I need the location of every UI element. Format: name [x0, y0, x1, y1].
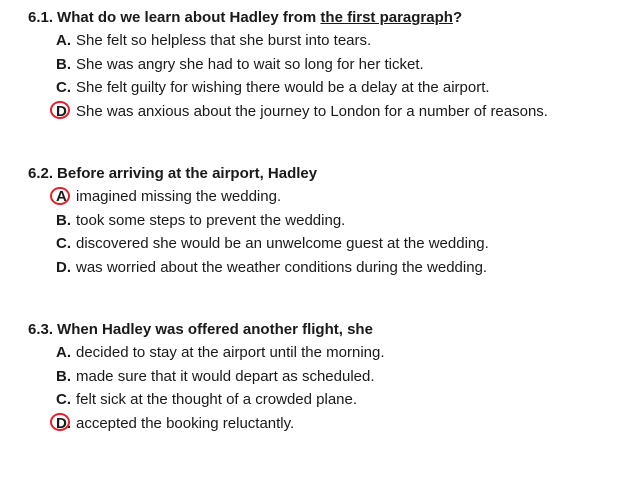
option-text: She felt so helpless that she burst into tears. [76, 32, 372, 49]
option-text: discovered she would be an unwelcome guest at the wedding. [76, 235, 489, 252]
option-text: was worried about the weather conditions during the wedding. [76, 258, 488, 276]
option-b[interactable] [56, 365, 628, 389]
option-d-selected[interactable] [56, 412, 628, 436]
option-letter: B. [56, 367, 71, 385]
option-letter: C. [56, 79, 71, 96]
option-text: She was anxious about the journey to London for a number of reasons. [76, 102, 548, 120]
option-c[interactable] [56, 76, 628, 100]
option-text: She felt guilty for wishing there would be a delay at the airport. [76, 79, 490, 96]
option-letter: C. [56, 235, 71, 252]
option-letter: C. [56, 391, 71, 408]
question-6-1 [28, 7, 628, 123]
question-title [28, 7, 628, 29]
question-title [28, 319, 628, 341]
option-text: imagined missing the wedding. [76, 188, 282, 205]
option-list [56, 29, 628, 123]
option-b[interactable] [56, 53, 628, 77]
option-text: decided to stay at the airport until the morning. [76, 344, 385, 361]
question-6-2 [28, 163, 628, 279]
question-stem-end: ? [452, 9, 463, 26]
question-title [28, 163, 628, 185]
option-a-selected[interactable] [56, 185, 628, 209]
option-letter: B. [56, 211, 71, 229]
question-6-3 [28, 319, 628, 435]
question-stem: When Hadley was offered another flight, she [57, 321, 373, 338]
option-d[interactable] [56, 256, 628, 280]
option-d-selected[interactable] [56, 100, 628, 124]
option-c[interactable] [56, 388, 628, 412]
option-letter-circled: D [56, 100, 76, 124]
option-a[interactable] [56, 341, 628, 365]
option-text: made sure that it would depart as scheduled. [76, 367, 375, 385]
option-letter: A. [56, 32, 71, 49]
option-text: She was angry she had to wait so long for her ticket. [76, 55, 424, 73]
option-text: took some steps to prevent the wedding. [76, 211, 346, 229]
question-number: 6.1. [28, 9, 54, 26]
option-letter: B. [56, 55, 71, 73]
option-list [56, 185, 628, 279]
option-letter-circled: A [56, 185, 76, 209]
option-letter: D. [56, 258, 71, 276]
question-stem-underlined: the first paragraph [320, 9, 453, 26]
question-stem: What do we learn about Hadley from [57, 9, 321, 26]
option-list [56, 341, 628, 435]
question-stem: Before arriving at the airport, Hadley [57, 165, 318, 182]
question-number: 6.3. [28, 321, 54, 338]
option-c[interactable] [56, 232, 628, 256]
question-number: 6.2. [28, 165, 54, 182]
option-a[interactable] [56, 29, 628, 53]
option-letter: A. [56, 344, 71, 361]
option-text: accepted the booking reluctantly. [76, 414, 295, 432]
option-b[interactable] [56, 209, 628, 233]
option-text: felt sick at the thought of a crowded plane. [76, 391, 358, 408]
option-letter-circled: D. [56, 412, 76, 436]
